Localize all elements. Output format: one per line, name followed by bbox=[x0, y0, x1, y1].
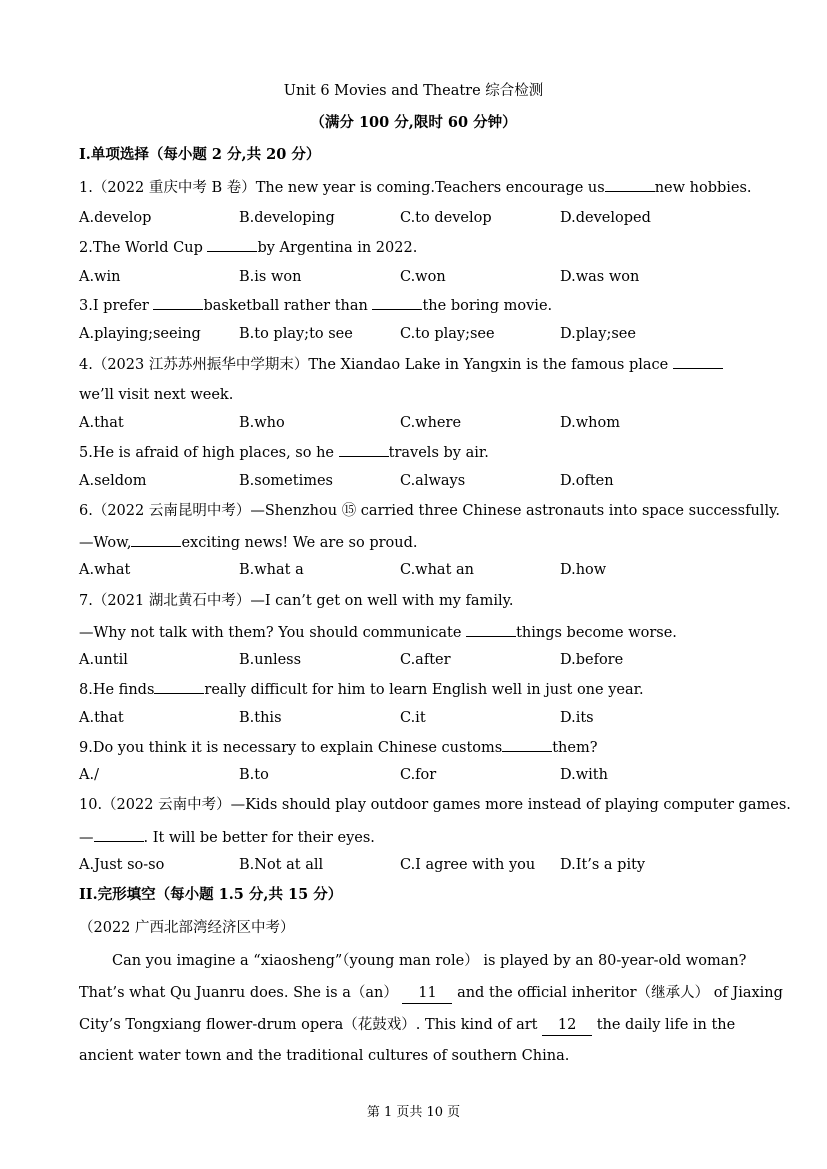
passage-line-3: City’s Tongxiang flower-drum opera（花鼓戏）. This kind of art 12 the daily life in the bbox=[79, 1015, 735, 1036]
question-6-reply: —Wow, exciting news! We are so proud. bbox=[79, 532, 418, 553]
q3-option-b: B.to play;to see bbox=[239, 326, 353, 342]
q9-option-b: B.to bbox=[239, 767, 269, 783]
q6-option-c: C.what an bbox=[400, 562, 475, 578]
question-10-reply: — . It will be better for their eyes. bbox=[79, 827, 375, 848]
question-2: 2.The World Cup by Argentina in 2022. bbox=[79, 237, 417, 258]
question-9: 9.Do you think it is necessary to explain Chinese customs them? bbox=[79, 737, 597, 758]
q8-option-b: B.this bbox=[239, 710, 282, 726]
q10-option-a: A.Just so-so bbox=[79, 857, 165, 873]
q1-option-b: B.developing bbox=[239, 210, 335, 226]
q2-option-c: C.won bbox=[400, 269, 446, 285]
q3-option-c: C.to play;see bbox=[400, 326, 495, 342]
q7-option-d: D.before bbox=[560, 652, 624, 668]
q9-option-d: D.with bbox=[560, 767, 608, 783]
q1-option-a: A.develop bbox=[79, 210, 152, 226]
q7-option-b: B.unless bbox=[239, 652, 302, 668]
section-2-title: II.完形填空（每小题 1.5 分,共 15 分） bbox=[79, 886, 343, 903]
q5-option-b: B.sometimes bbox=[239, 473, 334, 489]
q2-option-b: B.is won bbox=[239, 269, 302, 285]
question-5: 5.He is afraid of high places, so he travels by air. bbox=[79, 442, 489, 463]
q4-option-c: C.where bbox=[400, 415, 462, 431]
question-1: 1.（2022 重庆中考 B 卷）The new year is coming.Teachers encourage us new hobbies. bbox=[79, 177, 752, 198]
passage-line-2: That’s what Qu Juanru does. She is a（an） 11 and the official inheritor（继承人） of Jiaxing bbox=[79, 983, 783, 1004]
q9-option-a: A./ bbox=[79, 767, 99, 783]
question-7: 7.（2021 湖北黄石中考）—I can’t get on well with my family. bbox=[79, 593, 514, 609]
q10-option-c: C.I agree with you bbox=[400, 857, 536, 873]
q5-option-d: D.often bbox=[560, 473, 614, 489]
question-3: 3.I prefer basketball rather than the boring movie. bbox=[79, 295, 552, 316]
q4-option-a: A.that bbox=[79, 415, 124, 431]
q4-option-b: B.who bbox=[239, 415, 285, 431]
document-subtitle: （满分 100 分,限时 60 分钟） bbox=[310, 114, 517, 131]
document-title: Unit 6 Movies and Theatre 综合检测 bbox=[283, 83, 544, 99]
question-4-cont: we’ll visit next week. bbox=[79, 387, 234, 403]
q5-option-a: A.seldom bbox=[79, 473, 147, 489]
q2-option-d: D.was won bbox=[560, 269, 640, 285]
q6-option-a: A.what bbox=[79, 562, 131, 578]
q2-option-a: A.win bbox=[79, 269, 121, 285]
q7-option-c: C.after bbox=[400, 652, 451, 668]
q10-option-d: D.It’s a pity bbox=[560, 857, 646, 873]
passage-line-1: Can you imagine a “xiaosheng”（young man role） is played by an 80-year-old woman? bbox=[112, 953, 747, 969]
q5-option-c: C.always bbox=[400, 473, 466, 489]
q1-option-d: D.developed bbox=[560, 210, 651, 226]
q7-option-a: A.until bbox=[79, 652, 128, 668]
q1-option-c: C.to develop bbox=[400, 210, 492, 226]
passage-line-4: ancient water town and the traditional cultures of southern China. bbox=[79, 1048, 570, 1064]
q9-option-c: C.for bbox=[400, 767, 437, 783]
q10-option-b: B.Not at all bbox=[239, 857, 324, 873]
question-6: 6.（2022 云南昆明中考）—Shenzhou ⑮ carried three Chinese astronauts into space successfully. bbox=[79, 503, 780, 519]
section-1-title: I.单项选择（每小题 2 分,共 20 分） bbox=[79, 146, 321, 163]
q4-option-d: D.whom bbox=[560, 415, 620, 431]
q6-option-d: D.how bbox=[560, 562, 607, 578]
q8-option-a: A.that bbox=[79, 710, 124, 726]
blank-12: 12 bbox=[542, 1015, 592, 1036]
question-7-reply: —Why not talk with them? You should communicate things become worse. bbox=[79, 622, 677, 643]
passage-source: （2022 广西北部湾经济区中考） bbox=[79, 920, 295, 936]
question-10: 10.（2022 云南中考）—Kids should play outdoor games more instead of playing computer games. bbox=[79, 797, 791, 813]
blank-11: 11 bbox=[402, 983, 452, 1004]
q3-option-d: D.play;see bbox=[560, 326, 636, 342]
q8-option-d: D.its bbox=[560, 710, 594, 726]
question-8: 8.He finds really difficult for him to learn English well in just one year. bbox=[79, 679, 644, 700]
q3-option-a: A.playing;seeing bbox=[79, 326, 201, 342]
question-4: 4.（2023 江苏苏州振华中学期末）The Xiandao Lake in Yangxin is the famous place bbox=[79, 354, 723, 375]
page-footer: 第 1 页共 10 页 bbox=[366, 1105, 461, 1120]
q6-option-b: B.what a bbox=[239, 562, 304, 578]
q8-option-c: C.it bbox=[400, 710, 426, 726]
